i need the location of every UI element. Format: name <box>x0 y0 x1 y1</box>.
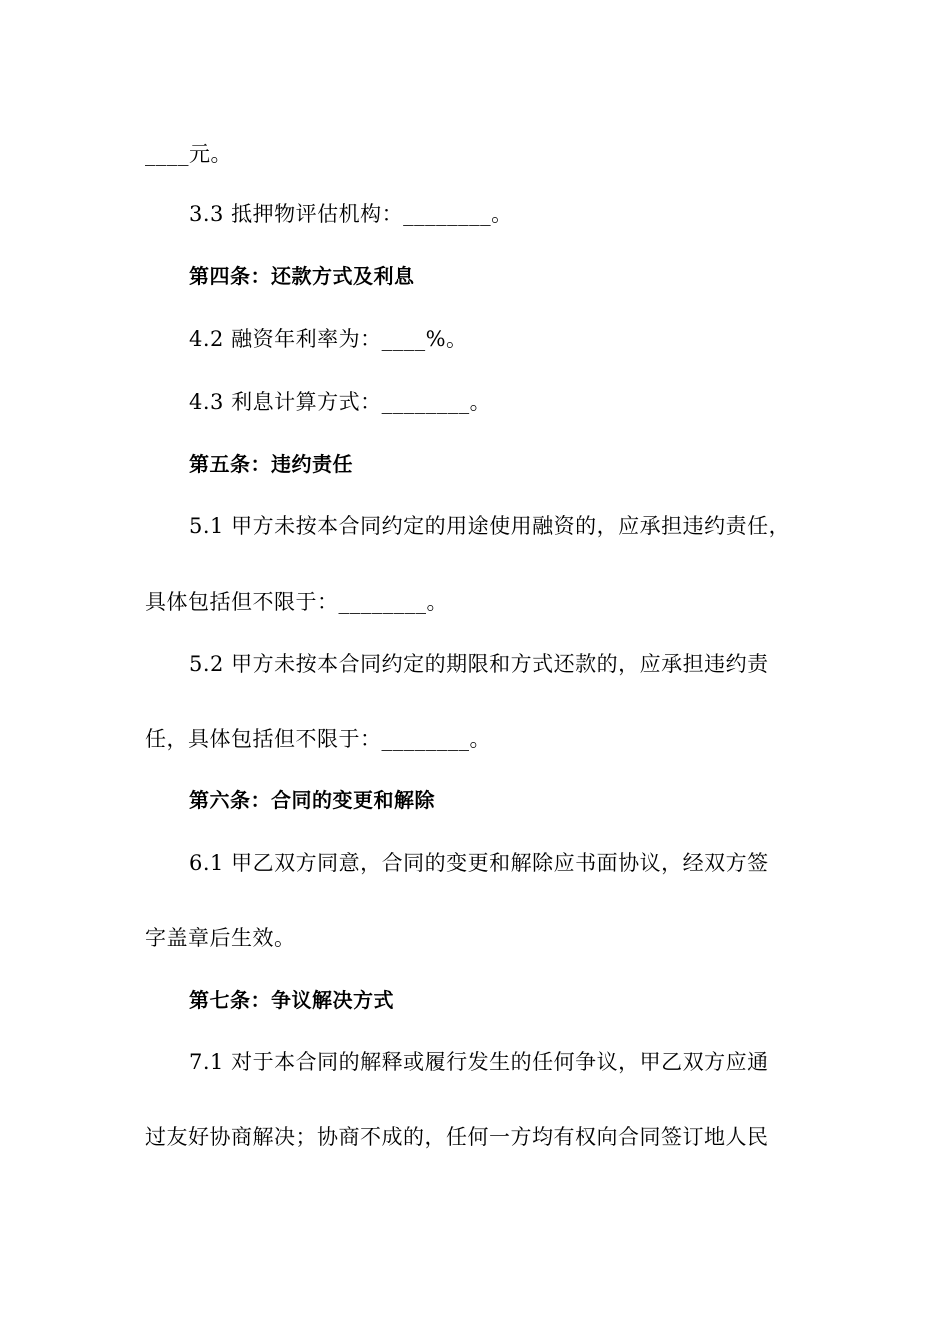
clause-7-1-line-1: 7.1 对于本合同的解释或履行发生的任何争议，甲乙双方应通 <box>189 1050 769 1074</box>
clause-5-1-line-1: 5.1 甲方未按本合同约定的用途使用融资的，应承担违约责任， <box>189 514 791 538</box>
clause-5-1-line-2: 具体包括但不限于：________。 <box>145 590 448 614</box>
clause-6-1-line-2: 字盖章后生效。 <box>145 926 296 950</box>
clause-5-2-line-2: 任，具体包括但不限于：________。 <box>145 727 491 751</box>
clause-4-3: 4.3 利息计算方式：________。 <box>189 390 492 414</box>
clause-5-2-line-1: 5.2 甲方未按本合同约定的期限和方式还款的，应承担违约责 <box>189 652 769 676</box>
article-7-heading: 第七条：争议解决方式 <box>189 988 394 1012</box>
clause-3-3: 3.3 抵押物评估机构：________。 <box>189 202 513 226</box>
clause-4-2: 4.2 融资年利率为：____%。 <box>189 327 468 351</box>
clause-6-1-line-1: 6.1 甲乙双方同意，合同的变更和解除应书面协议，经双方签 <box>189 851 769 875</box>
article-5-heading: 第五条：违约责任 <box>189 452 353 476</box>
article-4-heading: 第四条：还款方式及利息 <box>189 264 415 288</box>
clause-7-1-line-2: 过友好协商解决；协商不成的，任何一方均有权向合同签订地人民 <box>145 1125 769 1149</box>
text-line-amount-tail: ____元。 <box>145 142 232 166</box>
article-6-heading: 第六条：合同的变更和解除 <box>189 788 435 812</box>
